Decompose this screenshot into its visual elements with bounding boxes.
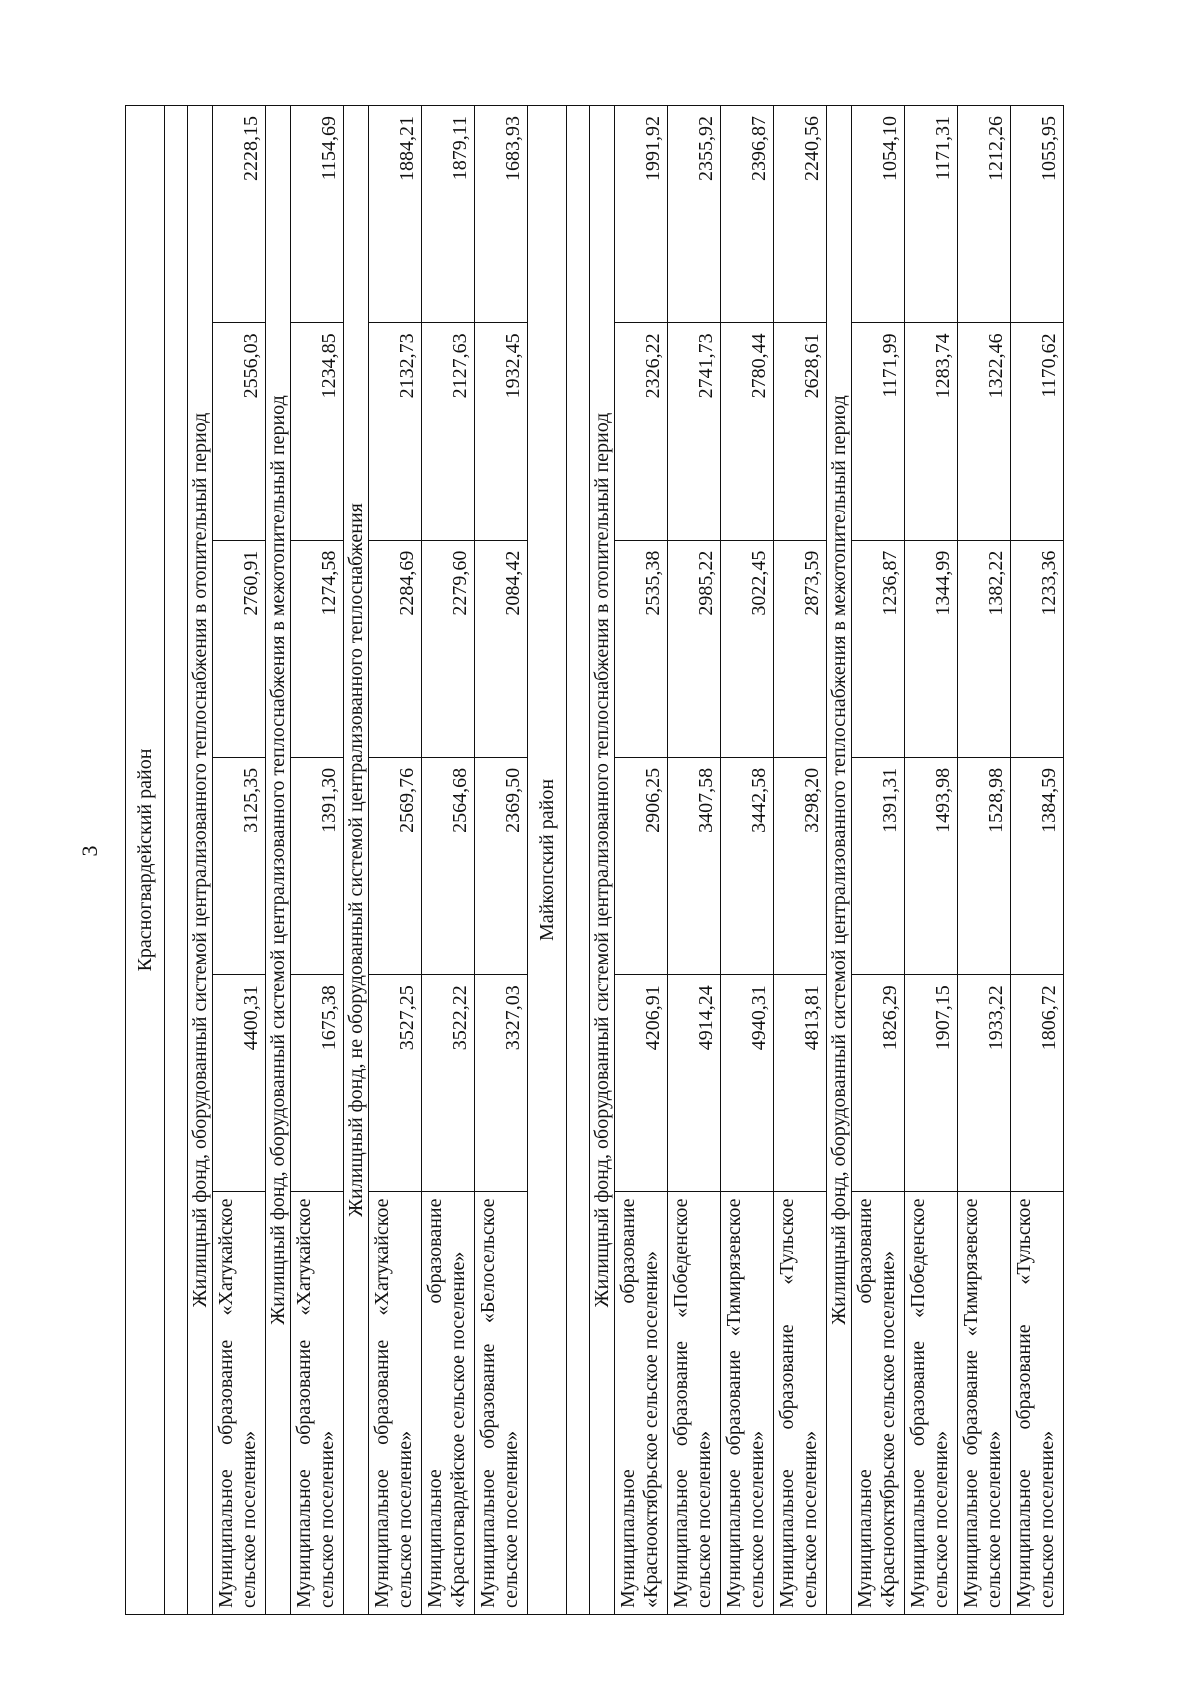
value-cell: 1493,98	[905, 757, 958, 974]
table-row	[213, 106, 266, 1615]
tariff-table	[125, 105, 1064, 1615]
district-row	[528, 106, 567, 1615]
value-cell: 1233,36	[1011, 540, 1064, 757]
value-cell: 3522,22	[422, 975, 475, 1192]
value-cell: 3022,45	[721, 540, 774, 757]
value-cell: 1283,74	[905, 323, 958, 540]
table-row	[475, 106, 528, 1615]
value-cell: 4940,31	[721, 975, 774, 1192]
spacer-row	[165, 106, 188, 1615]
table-body	[126, 106, 1064, 1615]
value-cell: 1932,45	[475, 323, 528, 540]
municipality-name: Муниципальное образование «Победенское сельское поселение»	[905, 1192, 958, 1615]
value-cell: 4400,31	[213, 975, 266, 1192]
district-title: Красногвардейский район	[126, 106, 165, 1615]
value-cell: 1884,21	[369, 106, 422, 323]
municipality-name: Муниципальное образование «Тимирязевское сельское поселение»	[721, 1192, 774, 1615]
municipality-name: Муниципальное образование «Хатукайское сельское поселение»	[213, 1192, 266, 1615]
table-row	[958, 106, 1011, 1615]
value-cell: 3327,03	[475, 975, 528, 1192]
value-cell: 3125,35	[213, 757, 266, 974]
value-cell: 1826,29	[852, 975, 905, 1192]
section-row	[590, 106, 615, 1615]
value-cell: 2569,76	[369, 757, 422, 974]
municipality-name: Муниципальное образование «Тульское сельское поселение»	[1011, 1192, 1064, 1615]
municipality-name: Муниципальное образование «Белосельское сельское поселение»	[475, 1192, 528, 1615]
table-row	[668, 106, 721, 1615]
value-cell: 1274,58	[291, 540, 344, 757]
value-cell: 2535,38	[615, 540, 668, 757]
value-cell: 2127,63	[422, 323, 475, 540]
section-title: Жилищный фонд, оборудованный системой централизованного теплоснабжения в межотопительный период	[266, 106, 291, 1615]
value-cell: 1171,99	[852, 323, 905, 540]
value-cell: 2780,44	[721, 323, 774, 540]
value-cell: 1391,31	[852, 757, 905, 974]
table-row	[615, 106, 668, 1615]
section-title: Жилищный фонд, не оборудованный системой централизованного теплоснабжения	[344, 106, 369, 1615]
value-cell: 1879,11	[422, 106, 475, 323]
table-row	[852, 106, 905, 1615]
spacer-row	[567, 106, 590, 1615]
municipality-name: Муниципальное образование «Краснооктябрьское сельское поселение»	[852, 1192, 905, 1615]
value-cell: 1675,38	[291, 975, 344, 1192]
municipality-name: Муниципальное образование «Победенское сельское поселение»	[668, 1192, 721, 1615]
rotated-table-wrapper	[125, 105, 1064, 1615]
table-row	[905, 106, 958, 1615]
table-row	[774, 106, 827, 1615]
table-row	[721, 106, 774, 1615]
municipality-name: Муниципальное образование «Хатукайское сельское поселение»	[291, 1192, 344, 1615]
value-cell: 4206,91	[615, 975, 668, 1192]
value-cell: 2240,56	[774, 106, 827, 323]
value-cell: 1991,92	[615, 106, 668, 323]
value-cell: 2284,69	[369, 540, 422, 757]
value-cell: 2228,15	[213, 106, 266, 323]
value-cell: 1907,15	[905, 975, 958, 1192]
value-cell: 2556,03	[213, 323, 266, 540]
value-cell: 1391,30	[291, 757, 344, 974]
municipality-name: Муниципальное образование «Краснооктябрьское сельское поселение»	[615, 1192, 668, 1615]
value-cell: 1170,62	[1011, 323, 1064, 540]
value-cell: 3442,58	[721, 757, 774, 974]
value-cell: 2355,92	[668, 106, 721, 323]
value-cell: 1683,93	[475, 106, 528, 323]
section-title: Жилищный фонд, оборудованный системой централизованного теплоснабжения в межотопительный период	[827, 106, 852, 1615]
table-row	[422, 106, 475, 1615]
value-cell: 3527,25	[369, 975, 422, 1192]
section-row	[344, 106, 369, 1615]
value-cell: 2084,42	[475, 540, 528, 757]
municipality-name: Муниципальное образование «Красногвардейское сельское поселение»	[422, 1192, 475, 1615]
district-row	[126, 106, 165, 1615]
municipality-name: Муниципальное образование «Тимирязевское сельское поселение»	[958, 1192, 1011, 1615]
district-title: Майкопский район	[528, 106, 567, 1615]
value-cell: 1528,98	[958, 757, 1011, 974]
value-cell: 2760,91	[213, 540, 266, 757]
page-number: 3	[77, 845, 102, 857]
spacer-cell	[165, 106, 188, 1615]
table-row	[291, 106, 344, 1615]
value-cell: 1236,87	[852, 540, 905, 757]
value-cell: 1212,26	[958, 106, 1011, 323]
table-row	[369, 106, 422, 1615]
value-cell: 1384,59	[1011, 757, 1064, 974]
value-cell: 2132,73	[369, 323, 422, 540]
value-cell: 4914,24	[668, 975, 721, 1192]
value-cell: 2326,22	[615, 323, 668, 540]
value-cell: 2906,25	[615, 757, 668, 974]
value-cell: 1154,69	[291, 106, 344, 323]
value-cell: 4813,81	[774, 975, 827, 1192]
spacer-cell	[567, 106, 590, 1615]
value-cell: 3298,20	[774, 757, 827, 974]
value-cell: 1054,10	[852, 106, 905, 323]
section-row	[827, 106, 852, 1615]
section-title: Жилищный фонд, оборудованный системой централизованного теплоснабжения в отопительный период	[590, 106, 615, 1615]
value-cell: 2369,50	[475, 757, 528, 974]
section-title: Жилищный фонд, оборудованный системой централизованного теплоснабжения в отопительный период	[188, 106, 213, 1615]
value-cell: 2628,61	[774, 323, 827, 540]
value-cell: 2279,60	[422, 540, 475, 757]
value-cell: 1344,99	[905, 540, 958, 757]
value-cell: 1055,95	[1011, 106, 1064, 323]
value-cell: 2985,22	[668, 540, 721, 757]
value-cell: 1382,22	[958, 540, 1011, 757]
table-row	[1011, 106, 1064, 1615]
value-cell: 1171,31	[905, 106, 958, 323]
municipality-name: Муниципальное образование «Хатукайское сельское поселение»	[369, 1192, 422, 1615]
section-row	[188, 106, 213, 1615]
value-cell: 1933,22	[958, 975, 1011, 1192]
value-cell: 2564,68	[422, 757, 475, 974]
value-cell: 1234,85	[291, 323, 344, 540]
value-cell: 1322,46	[958, 323, 1011, 540]
value-cell: 2396,87	[721, 106, 774, 323]
value-cell: 2873,59	[774, 540, 827, 757]
municipality-name: Муниципальное образование «Тульское сельское поселение»	[774, 1192, 827, 1615]
value-cell: 1806,72	[1011, 975, 1064, 1192]
section-row	[266, 106, 291, 1615]
value-cell: 2741,73	[668, 323, 721, 540]
value-cell: 3407,58	[668, 757, 721, 974]
